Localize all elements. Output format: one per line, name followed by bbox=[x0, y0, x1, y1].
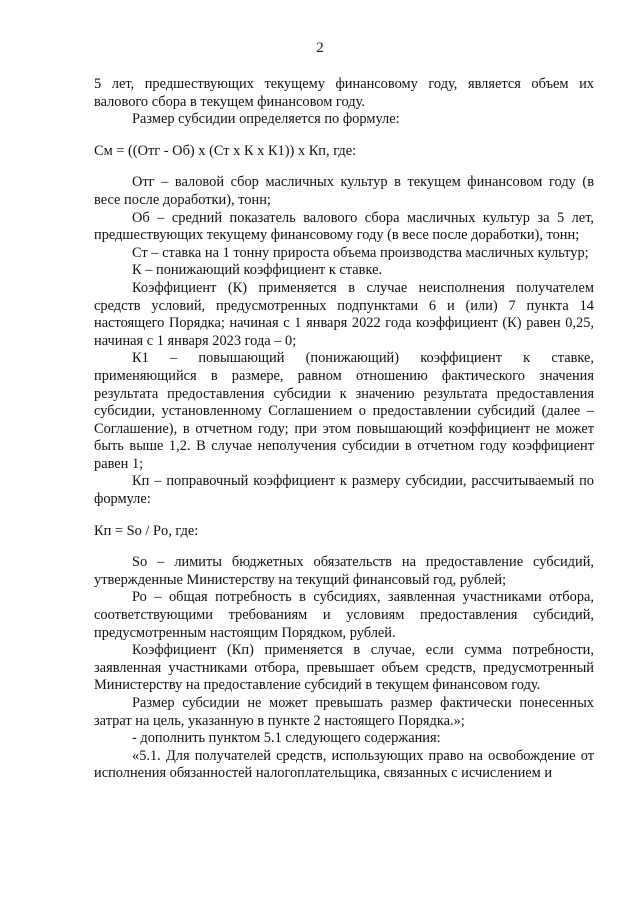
definition-kp: Кп – поправочный коэффициент к размеру субсидии, рассчитываемый по формуле: bbox=[94, 473, 594, 508]
definition-k1: К1 – повышающий (понижающий) коэффициент к ставке, применяющийся в размере, равном отношению фактического значения результата предоставления субсидии к значению результата предоставления субсидии, установленному Соглашением о предоставлении субсидий (далее – Соглашение), в отчетном году; при этом повышающий коэффициент не может быть выше 1,2. В случае неполучения субсидии в отчетном году коэффициент равен 1; bbox=[94, 350, 594, 472]
page-number: 2 bbox=[316, 40, 324, 56]
spacer bbox=[94, 540, 594, 554]
formula-kp: Кп = So / Po, где: bbox=[94, 522, 199, 539]
paragraph-continuation: 5 лет, предшествующих текущему финансовому году, является объем их валового сбора в текущем финансовом году. bbox=[94, 76, 594, 110]
paragraph-subsidy-limit: Размер субсидии не может превышать размер фактически понесенных затрат на цель, указанную в пункте 2 настоящего Порядка.»; bbox=[94, 695, 594, 729]
paragraph-formula-intro: Размер субсидии определяется по формуле: bbox=[132, 111, 400, 128]
paragraph-k-application: Коэффициент (К) применяется в случае неисполнения получателем средств условий, предусмотренных подпунктами 6 и (или) 7 пункта 14 настоящего Порядка; начиная с 1 января 2022 года коэффициент (К) равен 0,25, начиная с 1 января 2023 года – 0; bbox=[94, 279, 594, 349]
definition-po: Ро – общая потребность в субсидиях, заявленная участниками отбора, соответствующими требованиям и условиям предоставления субсидий, предусмотренным настоящим Порядком, рублей. bbox=[94, 589, 594, 641]
definition-otg: Отг – валовой сбор масличных культур в текущем финансовом году (в весе после доработки), тонн; bbox=[94, 174, 594, 208]
definition-k: К – понижающий коэффициент к ставке. bbox=[132, 262, 383, 279]
formula-main: См = ((Отг - Об) х (Ст х К х К1)) х Кп, где: bbox=[94, 142, 357, 159]
paragraph-kp-application: Коэффициент (Кп) применяется в случае, если сумма потребности, заявленная участниками отбора, превышает объем средств, предусмотренный Министерству на предоставление субсидий в текущем финансовом году. bbox=[94, 642, 594, 694]
spacer bbox=[94, 160, 594, 174]
spacer bbox=[94, 509, 594, 523]
document-body bbox=[94, 76, 594, 783]
definition-ob: Об – средний показатель валового сбора масличных культур за 5 лет, предшествующих текущему финансовому году (в весе после доработки), тонн; bbox=[94, 209, 594, 244]
definition-st: Ст – ставка на 1 тонну прироста объема производства масличных культур; bbox=[132, 244, 589, 261]
paragraph-clause-5-1: «5.1. Для получателей средств, использующих право на освобождение от исполнения обязанностей налогоплательщика, связанных с исчислением и bbox=[94, 747, 594, 782]
spacer bbox=[94, 129, 594, 143]
paragraph-amendment: - дополнить пунктом 5.1 следующего содержания: bbox=[132, 730, 441, 747]
definition-so: So – лимиты бюджетных обязательств на предоставление субсидий, утвержденные Министерству на текущий финансовый год, рублей; bbox=[94, 554, 594, 588]
